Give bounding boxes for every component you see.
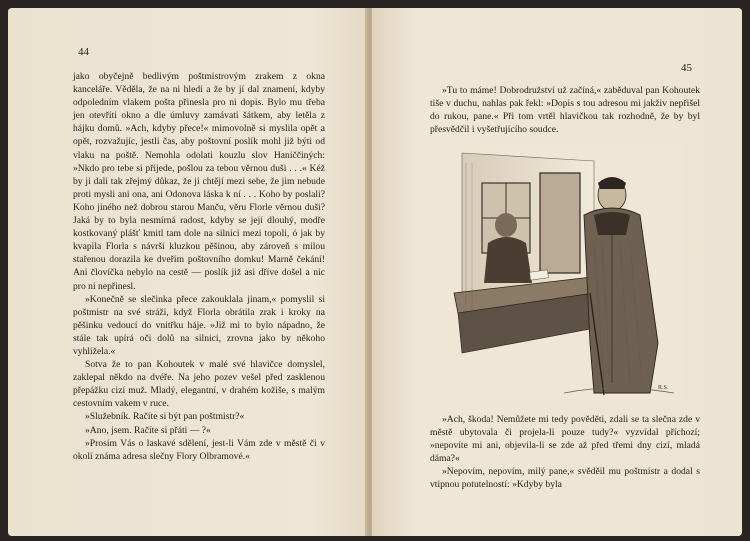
left-page (8, 8, 368, 536)
right-page-text-bottom (430, 413, 700, 492)
right-page (372, 8, 742, 536)
right-page-text-top (430, 84, 700, 136)
engraving-illustration (444, 143, 684, 401)
page-number-left: 44 (78, 46, 89, 58)
paragraph: »Nepovím, nepovím, milý pane,« svěděil mu poštmistr a dodal s vtipnou potutelností: »Kdyby byla (430, 466, 700, 491)
paragraph: jako obyčejně bedlivým poštmistrovým zrakem z okna kanceláře. Věděla, že na ni hledí a že by jí dal znamení, kdyby odpoledním vlakem pošta přinesla pro ni dopis. Bylo mu třeba jen otevříti okno a dle úmluvy zamávati šátkem, aby letěla z hájku domů. »Ach, kdyby přece!« mimovolně si myslila opět a opět, rozvažujíc, jestli čas, aby poštovní poslík mohl již býti od vlaku na poště. Nemohla odolati kouzlu slov Haniččiných: »Nkdo pro tebe si přijede, pošlou za tebou věrnou duši . . .« Kéž by ji dali tak zřejmý důkaz, že ji chtějí mezi sebe, že jim nebude proti mysli ani ona, ani Odonova láska k ní . . . Koho by poslali? Koho jiného než dobrou starou Manču, věru Florle věrnou duši? Jaká by to byla nesmírná radost, kdyby se její dlouhý, modře kostkovaný plášť kmitl tam dole na silnici mezi topoli, ó jak by kvapila Florla s návrší kluzkou pěšinou, aby zároveň s milou stařenou dorazila ke dveřím poštovního domku! Marně čekání! Ani človíčka nebylo na cestě — poslík již asi dříve došel a nic pro ni nepřinesl. (73, 71, 325, 292)
paragraph: »Prosím Vás o laskavé sdělení, jest-li Vám zde v městě či v okolí známa adresa slečny Flory Olbramové.« (73, 437, 325, 462)
illustration-signature: R.S. (658, 385, 669, 391)
paragraph: »Konečně se slečinka přece zakouklala jinam,« pomyslil si poštmistr na své stráži, když Florla obrátila zrak i kroky na pěšinku vedoucí do vnitřku háje. »Již mi to bylo nápadno, že stále tak upírá oči dolů na silnici, zrovna jako by někoho vyhlížela.« (73, 293, 325, 357)
paragraph: »Tu to máme! Dobrodružství už začíná,« zaběduval pan Kohoutek tiše v duchu, nahlas pak řekl: »Dopis s tou adresou mi jakživ nepřišel do rukou, pane.« Při tom vrtěl hlavičkou tak rozhodně, že by byl přesvědčil i vyšetřujícího soudce. (430, 85, 700, 136)
paragraph: Sotva že to pan Kohoutek v malé své hlavičce domyslel, zaklepal někdo na dvéře. Na jeho pozev vešel před zasklenou přepážku cizí muž. Mladý, elegantní, v drahém kožiše, s malým cestovním vakem v ruce. (73, 359, 325, 410)
paragraph: »Ano, jsem. Račíte si přáti — ?« (85, 424, 211, 436)
left-page-text (73, 70, 325, 463)
book-spread (8, 8, 742, 536)
paragraph: »Služebník. Račíte si být pan poštmistr?« (85, 411, 245, 423)
page-number-right: 45 (681, 62, 692, 74)
paragraph: »Ach, škoda! Nemůžete mi tedy pověděti, zdali se ta slečna zde v městě ubytovala či projela-li pouze tudy?« vyzvídal příchozí; »nepovíte mi ani, objevila-li se zde až před třemi dny cizí, mladá dáma?« (430, 414, 700, 465)
